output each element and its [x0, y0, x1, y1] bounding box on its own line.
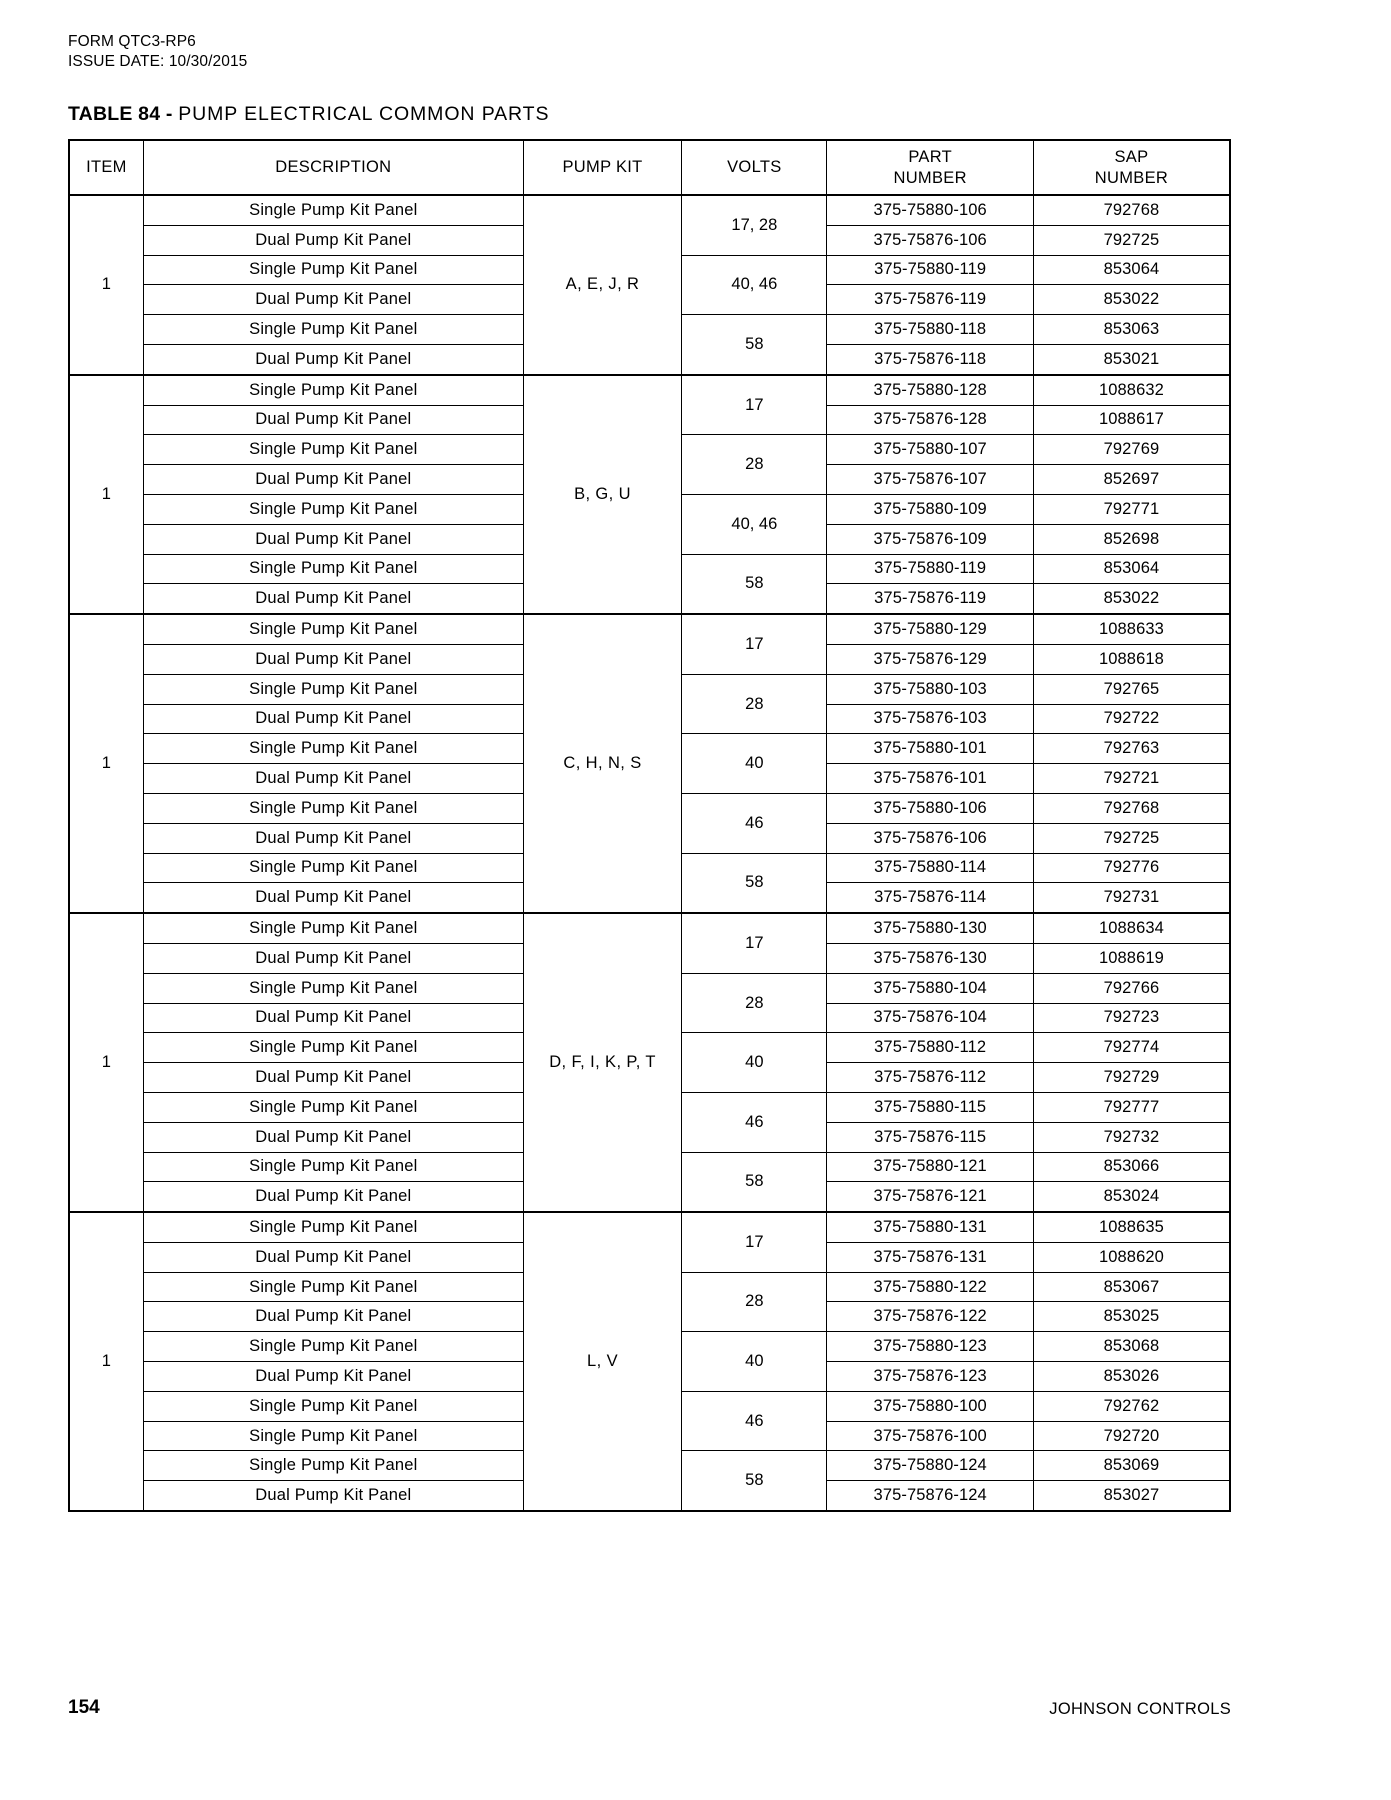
cell-volts: 17 [682, 913, 827, 973]
cell-item: 1 [69, 1212, 143, 1511]
cell-description: Single Pump Kit Panel [143, 195, 523, 225]
cell-volts: 40, 46 [682, 255, 827, 315]
cell-description: Single Pump Kit Panel [143, 913, 523, 943]
cell-part-number: 375-75876-121 [827, 1182, 1033, 1212]
cell-part-number: 375-75880-122 [827, 1272, 1033, 1302]
cell-volts: 28 [682, 1272, 827, 1332]
cell-sap-number: 852698 [1033, 524, 1230, 554]
cell-part-number: 375-75880-119 [827, 255, 1033, 285]
cell-sap-number: 792765 [1033, 674, 1230, 704]
cell-part-number: 375-75876-123 [827, 1362, 1033, 1392]
cell-part-number: 375-75876-106 [827, 823, 1033, 853]
cell-sap-number: 853066 [1033, 1152, 1230, 1182]
cell-description: Single Pump Kit Panel [143, 1152, 523, 1182]
cell-description: Single Pump Kit Panel [143, 1272, 523, 1302]
cell-sap-number: 792731 [1033, 883, 1230, 913]
document-header [68, 32, 247, 72]
cell-sap-number: 1088617 [1033, 405, 1230, 435]
cell-description: Dual Pump Kit Panel [143, 1481, 523, 1511]
cell-description: Dual Pump Kit Panel [143, 524, 523, 554]
cell-sap-number: 792769 [1033, 435, 1230, 465]
cell-sap-number: 1088619 [1033, 943, 1230, 973]
cell-sap-number: 1088633 [1033, 614, 1230, 644]
cell-part-number: 375-75880-130 [827, 913, 1033, 943]
cell-description: Single Pump Kit Panel [143, 1092, 523, 1122]
cell-part-number: 375-75880-118 [827, 315, 1033, 345]
cell-description: Single Pump Kit Panel [143, 1421, 523, 1451]
cell-description: Single Pump Kit Panel [143, 1212, 523, 1242]
table-row [69, 195, 1230, 225]
cell-volts: 17 [682, 1212, 827, 1272]
cell-part-number: 375-75876-119 [827, 285, 1033, 315]
cell-sap-number: 1088634 [1033, 913, 1230, 943]
cell-volts: 46 [682, 1092, 827, 1152]
cell-sap-number: 792725 [1033, 225, 1230, 255]
cell-sap-number: 792777 [1033, 1092, 1230, 1122]
pump-electrical-common-parts-table [68, 139, 1231, 1512]
cell-sap-number: 792725 [1033, 823, 1230, 853]
cell-part-number: 375-75880-109 [827, 494, 1033, 524]
column-header-pump-kit: PUMP KIT [523, 140, 681, 195]
table-row [69, 1212, 1230, 1242]
cell-item: 1 [69, 614, 143, 913]
cell-volts: 17, 28 [682, 195, 827, 255]
cell-volts: 46 [682, 1391, 827, 1451]
cell-part-number: 375-75876-106 [827, 225, 1033, 255]
column-header-item: ITEM [69, 140, 143, 195]
cell-sap-number: 792729 [1033, 1063, 1230, 1093]
cell-description: Dual Pump Kit Panel [143, 943, 523, 973]
cell-item: 1 [69, 195, 143, 375]
cell-volts: 40, 46 [682, 494, 827, 554]
cell-pump-kit: L, V [523, 1212, 681, 1511]
cell-volts: 28 [682, 674, 827, 734]
cell-description: Dual Pump Kit Panel [143, 644, 523, 674]
cell-part-number: 375-75880-131 [827, 1212, 1033, 1242]
cell-part-number: 375-75880-121 [827, 1152, 1033, 1182]
cell-part-number: 375-75876-119 [827, 584, 1033, 614]
cell-part-number: 375-75880-106 [827, 793, 1033, 823]
cell-sap-number: 853067 [1033, 1272, 1230, 1302]
column-header-sap-number-line2: NUMBER [1094, 168, 1169, 187]
cell-description: Dual Pump Kit Panel [143, 1182, 523, 1212]
cell-sap-number: 852697 [1033, 465, 1230, 495]
cell-part-number: 375-75880-101 [827, 734, 1033, 764]
cell-part-number: 375-75880-106 [827, 195, 1033, 225]
cell-item: 1 [69, 913, 143, 1212]
cell-volts: 40 [682, 1033, 827, 1093]
cell-part-number: 375-75876-112 [827, 1063, 1033, 1093]
cell-description: Dual Pump Kit Panel [143, 1063, 523, 1093]
cell-description: Dual Pump Kit Panel [143, 1302, 523, 1332]
cell-volts: 17 [682, 375, 827, 435]
cell-part-number: 375-75880-123 [827, 1332, 1033, 1362]
column-header-part-number-line1: PART [908, 147, 952, 166]
cell-sap-number: 853068 [1033, 1332, 1230, 1362]
column-header-sap-number-line1: SAP [1114, 147, 1149, 166]
table-row [69, 375, 1230, 405]
cell-description: Single Pump Kit Panel [143, 734, 523, 764]
cell-volts: 28 [682, 435, 827, 495]
cell-part-number: 375-75880-103 [827, 674, 1033, 704]
cell-sap-number: 853064 [1033, 255, 1230, 285]
page-number: 154 [68, 1697, 100, 1718]
cell-part-number: 375-75880-112 [827, 1033, 1033, 1063]
cell-description: Dual Pump Kit Panel [143, 344, 523, 374]
cell-description: Single Pump Kit Panel [143, 1033, 523, 1063]
cell-sap-number: 792720 [1033, 1421, 1230, 1451]
issue-date: ISSUE DATE: 10/30/2015 [68, 53, 248, 70]
form-number: FORM QTC3-RP6 [68, 33, 196, 50]
cell-description: Single Pump Kit Panel [143, 973, 523, 1003]
cell-sap-number: 853021 [1033, 344, 1230, 374]
cell-part-number: 375-75880-124 [827, 1451, 1033, 1481]
column-header-part-number-line2: NUMBER [893, 168, 967, 187]
cell-description: Dual Pump Kit Panel [143, 823, 523, 853]
cell-sap-number: 1088632 [1033, 375, 1230, 405]
cell-description: Single Pump Kit Panel [143, 494, 523, 524]
cell-pump-kit: A, E, J, R [523, 195, 681, 375]
cell-description: Single Pump Kit Panel [143, 853, 523, 883]
cell-sap-number: 1088635 [1033, 1212, 1230, 1242]
cell-sap-number: 1088620 [1033, 1242, 1230, 1272]
column-header-sap-number [1033, 140, 1230, 195]
cell-sap-number: 792768 [1033, 195, 1230, 225]
cell-part-number: 375-75876-129 [827, 644, 1033, 674]
cell-sap-number: 853069 [1033, 1451, 1230, 1481]
cell-part-number: 375-75880-119 [827, 554, 1033, 584]
cell-description: Single Pump Kit Panel [143, 315, 523, 345]
cell-part-number: 375-75876-104 [827, 1003, 1033, 1033]
table-header-row [69, 140, 1230, 195]
cell-description: Dual Pump Kit Panel [143, 1122, 523, 1152]
cell-part-number: 375-75876-103 [827, 704, 1033, 734]
cell-sap-number: 792776 [1033, 853, 1230, 883]
cell-description: Dual Pump Kit Panel [143, 465, 523, 495]
cell-part-number: 375-75876-130 [827, 943, 1033, 973]
cell-volts: 40 [682, 734, 827, 794]
cell-volts: 58 [682, 1152, 827, 1212]
cell-sap-number: 792723 [1033, 1003, 1230, 1033]
cell-part-number: 375-75880-114 [827, 853, 1033, 883]
cell-description: Single Pump Kit Panel [143, 255, 523, 285]
table-title [68, 103, 549, 126]
cell-description: Single Pump Kit Panel [143, 674, 523, 704]
cell-description: Dual Pump Kit Panel [143, 285, 523, 315]
cell-sap-number: 792762 [1033, 1391, 1230, 1421]
cell-part-number: 375-75876-118 [827, 344, 1033, 374]
table-body [69, 195, 1230, 1511]
cell-description: Dual Pump Kit Panel [143, 584, 523, 614]
column-header-volts: VOLTS [682, 140, 827, 195]
cell-sap-number: 853022 [1033, 285, 1230, 315]
cell-description: Single Pump Kit Panel [143, 435, 523, 465]
cell-pump-kit: D, F, I, K, P, T [523, 913, 681, 1212]
cell-description: Single Pump Kit Panel [143, 793, 523, 823]
column-header-description: DESCRIPTION [143, 140, 523, 195]
cell-sap-number: 853026 [1033, 1362, 1230, 1392]
cell-description: Dual Pump Kit Panel [143, 405, 523, 435]
table-title-label: TABLE 84 - [68, 103, 173, 125]
cell-volts: 17 [682, 614, 827, 674]
cell-part-number: 375-75880-104 [827, 973, 1033, 1003]
cell-description: Dual Pump Kit Panel [143, 764, 523, 794]
table-header [69, 140, 1230, 195]
cell-part-number: 375-75880-100 [827, 1391, 1033, 1421]
cell-part-number: 375-75876-115 [827, 1122, 1033, 1152]
cell-sap-number: 853027 [1033, 1481, 1230, 1511]
cell-description: Single Pump Kit Panel [143, 614, 523, 644]
table-title-name: PUMP ELECTRICAL COMMON PARTS [178, 103, 550, 125]
cell-description: Single Pump Kit Panel [143, 375, 523, 405]
cell-sap-number: 792722 [1033, 704, 1230, 734]
cell-part-number: 375-75876-101 [827, 764, 1033, 794]
cell-sap-number: 792768 [1033, 793, 1230, 823]
cell-part-number: 375-75880-107 [827, 435, 1033, 465]
footer-brand: JOHNSON CONTROLS [1049, 1700, 1231, 1718]
cell-sap-number: 792771 [1033, 494, 1230, 524]
cell-description: Dual Pump Kit Panel [143, 883, 523, 913]
cell-sap-number: 853024 [1033, 1182, 1230, 1212]
cell-sap-number: 853063 [1033, 315, 1230, 345]
cell-item: 1 [69, 375, 143, 614]
cell-description: Dual Pump Kit Panel [143, 1242, 523, 1272]
cell-part-number: 375-75876-128 [827, 405, 1033, 435]
cell-sap-number: 792774 [1033, 1033, 1230, 1063]
column-header-part-number [827, 140, 1033, 195]
cell-part-number: 375-75876-114 [827, 883, 1033, 913]
cell-part-number: 375-75876-124 [827, 1481, 1033, 1511]
cell-pump-kit: C, H, N, S [523, 614, 681, 913]
cell-sap-number: 853025 [1033, 1302, 1230, 1332]
cell-part-number: 375-75876-107 [827, 465, 1033, 495]
cell-part-number: 375-75880-129 [827, 614, 1033, 644]
table-row [69, 913, 1230, 943]
cell-part-number: 375-75876-131 [827, 1242, 1033, 1272]
cell-volts: 58 [682, 1451, 827, 1511]
cell-description: Single Pump Kit Panel [143, 1332, 523, 1362]
cell-part-number: 375-75880-128 [827, 375, 1033, 405]
cell-volts: 58 [682, 554, 827, 614]
cell-volts: 28 [682, 973, 827, 1033]
cell-sap-number: 792732 [1033, 1122, 1230, 1152]
cell-volts: 46 [682, 793, 827, 853]
table-row [69, 614, 1230, 644]
cell-description: Dual Pump Kit Panel [143, 225, 523, 255]
cell-description: Dual Pump Kit Panel [143, 704, 523, 734]
cell-volts: 40 [682, 1332, 827, 1392]
cell-part-number: 375-75876-100 [827, 1421, 1033, 1451]
cell-description: Single Pump Kit Panel [143, 1391, 523, 1421]
cell-sap-number: 853064 [1033, 554, 1230, 584]
cell-part-number: 375-75880-115 [827, 1092, 1033, 1122]
cell-part-number: 375-75876-109 [827, 524, 1033, 554]
cell-sap-number: 792763 [1033, 734, 1230, 764]
cell-sap-number: 792721 [1033, 764, 1230, 794]
cell-volts: 58 [682, 315, 827, 375]
cell-sap-number: 1088618 [1033, 644, 1230, 674]
cell-sap-number: 853022 [1033, 584, 1230, 614]
cell-sap-number: 792766 [1033, 973, 1230, 1003]
cell-description: Dual Pump Kit Panel [143, 1003, 523, 1033]
cell-pump-kit: B, G, U [523, 375, 681, 614]
cell-description: Single Pump Kit Panel [143, 1451, 523, 1481]
cell-volts: 58 [682, 853, 827, 913]
cell-description: Single Pump Kit Panel [143, 554, 523, 584]
cell-part-number: 375-75876-122 [827, 1302, 1033, 1332]
cell-description: Dual Pump Kit Panel [143, 1362, 523, 1392]
